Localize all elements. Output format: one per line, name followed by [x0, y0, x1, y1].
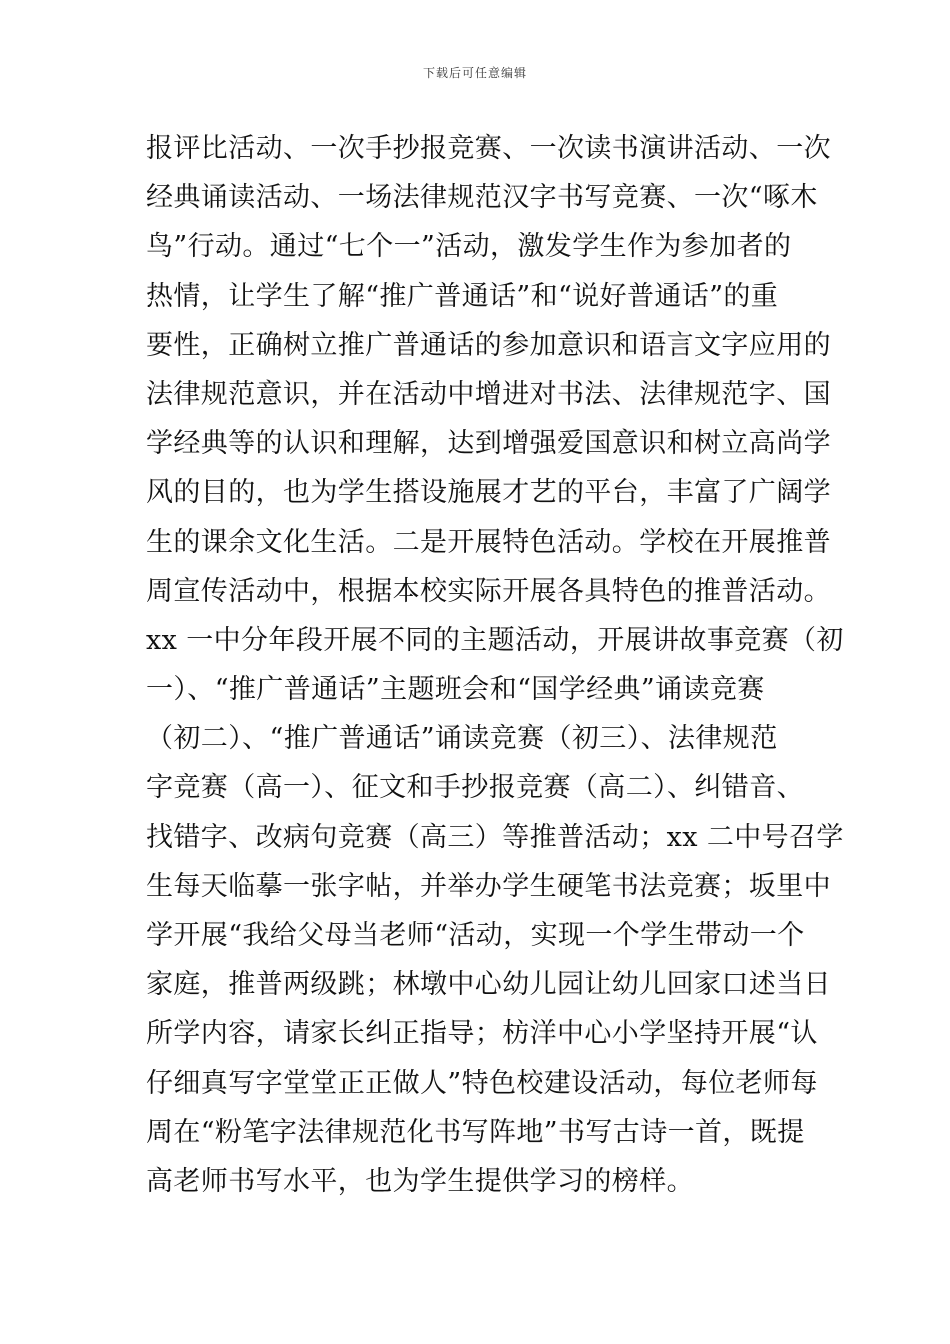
text-line: 法律规范意识，并在活动中增进对书法、法律规范字、国 — [146, 378, 831, 410]
text-line: 周在“粉笔字法律规范化书写阵地”书写古诗一首，既提 — [146, 1116, 805, 1148]
header-note: 下载后可任意编辑 — [422, 66, 527, 80]
text-line: 风的目的，也为学生搭设施展才艺的平台，丰富了广阔学 — [146, 477, 831, 509]
text-line: 字竞赛（高一）、征文和手抄报竞赛（高二）、纠错音、 — [146, 772, 804, 804]
text-line: 报评比活动、一次手抄报竞赛、一次读书演讲活动、一次 — [146, 133, 831, 164]
text-line: 学经典等的认识和理解，达到增强爱国意识和树立高尚学 — [146, 428, 831, 460]
text-line: 所学内容，请家长纠正指导；枋洋中心小学坚持开展“认 — [146, 1018, 818, 1050]
document-body — [146, 124, 844, 1206]
text-line: 要性，正确树立推广普通话的参加意识和语言文字应用的 — [146, 329, 831, 361]
text-line: 鸟”行动。通过“七个一”活动，激发学生作为参加者的 — [146, 231, 792, 263]
text-line: 一）、“推广普通话”主题班会和“国学经典”诵读竞赛 — [146, 674, 765, 706]
text-line: 周宣传活动中，根据本校实际开展各具特色的推普活动。 — [146, 575, 831, 607]
text-line: xx 一中分年段开展不同的主题活动，开展讲故事竞赛（初 — [146, 624, 844, 656]
text-line: 高老师书写水平，也为学生提供学习的榜样。 — [146, 1165, 694, 1197]
text-line: 生每天临摹一张字帖，并举办学生硬笔书法竞赛；坂里中 — [146, 870, 831, 902]
text-line: （初二）、“推广普通话”诵读竞赛（初三）、法律规范 — [146, 723, 778, 755]
text-line: 生的课余文化生活。二是开展特色活动。学校在开展推普 — [146, 526, 831, 558]
text-line: 热情，让学生了解“推广普通话”和“说好普通话”的重 — [146, 280, 779, 312]
text-line: 学开展“我给父母当老师“活动，实现一个学生带动一个 — [146, 920, 805, 951]
text-line: 家庭，推普两级跳；林墩中心幼儿园让幼儿回家口述当日 — [146, 969, 831, 1001]
text-line: 仔细真写字堂堂正正做人”特色校建设活动，每位老师每 — [146, 1067, 818, 1099]
text-line: 经典诵读活动、一场法律规范汉字书写竞赛、一次“啄木 — [146, 182, 818, 214]
text-line: 找错字、改病句竞赛（高三）等推普活动；xx 二中号召学 — [146, 821, 844, 853]
